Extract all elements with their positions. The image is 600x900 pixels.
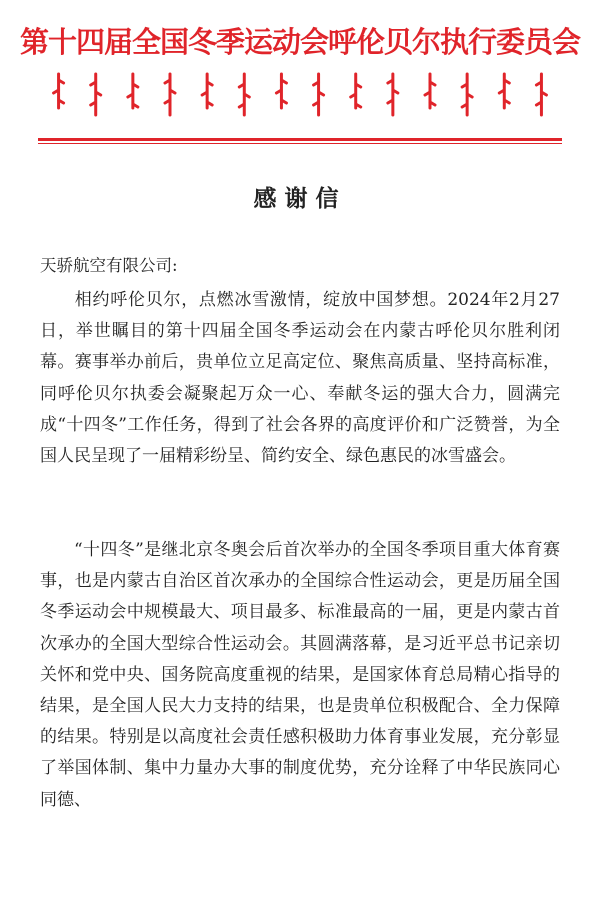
body-paragraph-2: “十四冬”是继北京冬奥会后首次举办的全国冬季项目重大体育赛事，也是内蒙古自治区首次承办的全国综合性运动会，更是历届全国冬季运动会中规模最大、项目最多、标准最高的一届，更是内蒙古首次承办的全国大型综合性运动会。其圆满落幕，是习近平总书记亲切关怀和党中央、国务院高度重视的结果，是国家体育总局精心指导的结果，是全国人民大力支持的结果，也是贵单位积极配合、全力保障的结果。特别是以高度社会责任感积极助力体育事业发展，充分彰显了举国体制、集中力量办大事的制度优势，充分诠释了中华民族同心同德、	[40, 540, 560, 810]
mongolian-word-5	[202, 74, 212, 108]
mongolian-word-3	[128, 74, 138, 108]
mongolian-word-2	[91, 74, 101, 115]
organization-name: 第十四届全国冬季运动会呼伦贝尔执行委员会	[19, 25, 580, 59]
mongolian-script-line	[40, 70, 560, 122]
mongolian-word-6	[239, 74, 249, 115]
mongolian-word-13	[499, 74, 509, 108]
mongolian-word-10	[388, 74, 398, 115]
letterhead-divider-thin	[38, 143, 562, 144]
letterhead-divider-thick	[38, 138, 562, 141]
mongolian-word-1	[54, 74, 64, 108]
mongolian-word-9	[351, 74, 361, 108]
mongolian-word-12	[462, 74, 472, 115]
mongolian-word-7	[276, 74, 286, 108]
mongolian-word-11	[425, 74, 435, 108]
body-paragraph-1: 相约呼伦贝尔，点燃冰雪激情，绽放中国梦想。2024年2月27日，举世瞩目的第十四届全国冬季运动会在内蒙古呼伦贝尔胜利闭幕。赛事举办前后，贵单位立足高定位、聚焦高质量、坚持高标准，同呼伦贝尔执委会凝聚起万众一心、奉献冬运的强大合力，圆满完成“十四冬”工作任务，得到了社会各界的高度评价和广泛赞誉，为全国人民呈现了一届精彩纷呈、简约安全、绿色惠民的冰雪盛会。	[40, 290, 560, 467]
mongolian-word-8	[314, 74, 324, 115]
mongolian-word-14	[536, 74, 546, 115]
salutation: 天骄航空有限公司:	[40, 256, 178, 275]
letter-title: 感谢信	[253, 185, 347, 212]
mongolian-word-4	[165, 74, 175, 115]
